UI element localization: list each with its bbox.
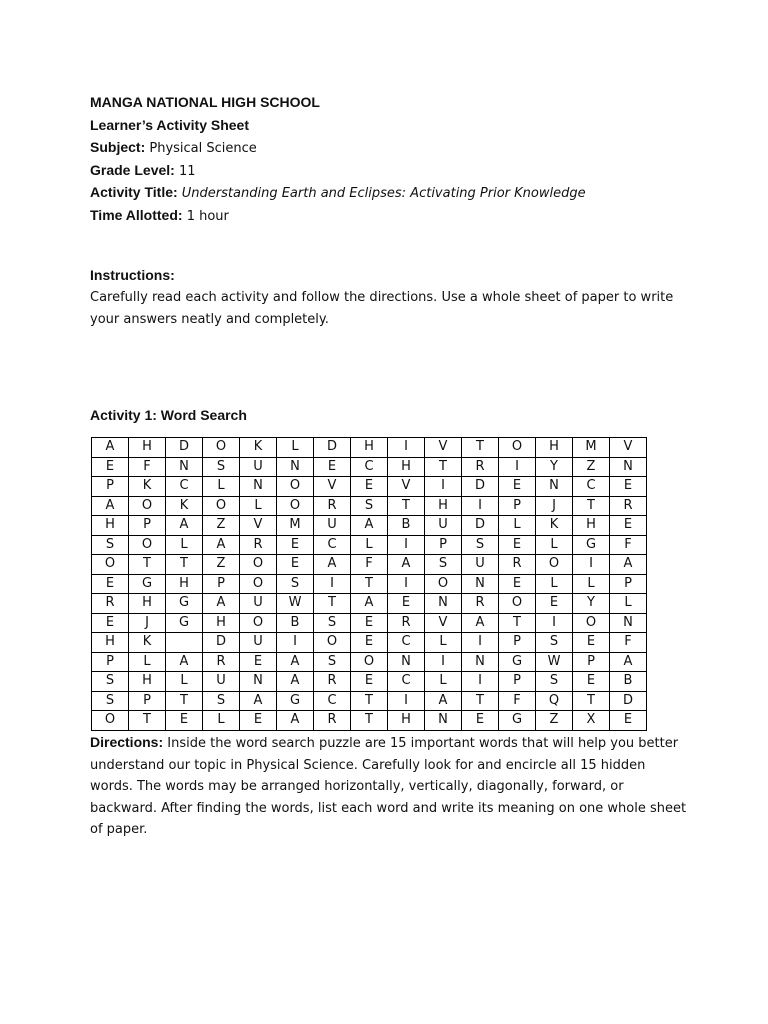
grid-cell: M	[573, 438, 610, 458]
grid-cell: F	[499, 691, 536, 711]
grid-cell: O	[92, 555, 129, 575]
activity-title-line	[90, 182, 586, 205]
grid-cell: L	[277, 438, 314, 458]
grid-cell: N	[425, 711, 462, 731]
grid-cell: U	[240, 633, 277, 653]
grid-cell: R	[203, 652, 240, 672]
grid-cell: T	[573, 496, 610, 516]
grid-cell: H	[388, 711, 425, 731]
grid-cell: E	[462, 711, 499, 731]
grid-cell: N	[277, 457, 314, 477]
grid-cell: C	[314, 691, 351, 711]
grid-cell: S	[92, 535, 129, 555]
grid-cell: S	[314, 613, 351, 633]
grid-cell: I	[388, 574, 425, 594]
grid-cell: Y	[573, 594, 610, 614]
grid-cell: O	[499, 594, 536, 614]
grid-cell: E	[92, 457, 129, 477]
grid-cell: O	[277, 477, 314, 497]
grid-cell: Z	[203, 516, 240, 536]
grid-cell: T	[314, 594, 351, 614]
grid-cell: E	[314, 457, 351, 477]
grid-cell: P	[499, 672, 536, 692]
grade-line	[90, 160, 586, 183]
grid-cell: L	[351, 535, 388, 555]
grid-cell: U	[240, 457, 277, 477]
grid-cell: Z	[536, 711, 573, 731]
instructions-title: Instructions:	[90, 267, 175, 283]
directions-text: Inside the word search puzzle are 15 important words that will help you better understand our topic in Physical Science. Carefully look for and encircle all 15 hidden words. The words may be arranged horizontally, vertically, diagonally, forward, or backward. After finding the words, list each word and write its meaning on one whole sheet of paper.	[90, 736, 687, 838]
grid-cell: A	[92, 438, 129, 458]
grid-cell: N	[166, 457, 203, 477]
grid-cell: G	[129, 574, 166, 594]
grid-cell: A	[277, 652, 314, 672]
grid-cell: T	[388, 496, 425, 516]
grid-cell: E	[573, 672, 610, 692]
grid-cell: O	[573, 613, 610, 633]
grid-cell: I	[425, 652, 462, 672]
grid-cell: P	[129, 516, 166, 536]
grid-cell: E	[277, 555, 314, 575]
grid-cell: T	[462, 438, 499, 458]
grid-cell: P	[499, 496, 536, 516]
grid-cell: E	[92, 613, 129, 633]
grid-cell: T	[166, 691, 203, 711]
grid-cell: N	[610, 457, 647, 477]
grid-cell: D	[610, 691, 647, 711]
grid-cell: M	[277, 516, 314, 536]
grid-cell: Q	[536, 691, 573, 711]
grid-row	[92, 711, 647, 731]
grid-cell: S	[425, 555, 462, 575]
grid-cell: I	[462, 672, 499, 692]
grid-cell: V	[425, 613, 462, 633]
grid-cell: A	[277, 711, 314, 731]
grid-cell: T	[425, 457, 462, 477]
grid-cell: N	[388, 652, 425, 672]
grid-cell: S	[351, 496, 388, 516]
grid-cell: T	[166, 555, 203, 575]
grid-cell: E	[499, 477, 536, 497]
grid-cell: H	[203, 613, 240, 633]
grid-cell: B	[388, 516, 425, 536]
grid-cell: B	[277, 613, 314, 633]
grid-cell: O	[351, 652, 388, 672]
grid-cell: N	[240, 477, 277, 497]
grid-cell: N	[462, 574, 499, 594]
grid-cell: P	[425, 535, 462, 555]
grid-cell: J	[536, 496, 573, 516]
grid-cell: L	[166, 672, 203, 692]
sheet-title: Learner’s Activity Sheet	[90, 116, 249, 133]
grid-cell: H	[573, 516, 610, 536]
grid-cell: E	[351, 477, 388, 497]
grid-cell: O	[277, 496, 314, 516]
grid-cell: C	[166, 477, 203, 497]
grid-row	[92, 555, 647, 575]
grid-cell: G	[277, 691, 314, 711]
grid-cell: I	[536, 613, 573, 633]
grid-cell: V	[425, 438, 462, 458]
grid-cell: P	[573, 652, 610, 672]
grid-cell: R	[314, 711, 351, 731]
grid-cell: I	[499, 457, 536, 477]
time-label: Time Allotted:	[90, 206, 183, 223]
grid-cell	[166, 633, 203, 653]
grid-cell: L	[573, 574, 610, 594]
grid-cell: H	[129, 438, 166, 458]
grid-cell: O	[240, 574, 277, 594]
grid-cell: T	[462, 691, 499, 711]
grid-cell: G	[499, 652, 536, 672]
grid-cell: T	[351, 691, 388, 711]
grid-cell: E	[240, 652, 277, 672]
grid-cell: A	[425, 691, 462, 711]
grid-cell: H	[92, 633, 129, 653]
grid-cell: P	[92, 652, 129, 672]
grid-cell: O	[314, 633, 351, 653]
grid-cell: G	[499, 711, 536, 731]
grid-cell: I	[388, 438, 425, 458]
grid-cell: I	[462, 633, 499, 653]
grid-cell: O	[203, 438, 240, 458]
grid-cell: S	[92, 691, 129, 711]
grid-cell: C	[388, 672, 425, 692]
grid-cell: R	[240, 535, 277, 555]
grid-cell: O	[536, 555, 573, 575]
grid-cell: I	[388, 691, 425, 711]
grid-cell: F	[351, 555, 388, 575]
grid-cell: K	[166, 496, 203, 516]
grid-cell: U	[425, 516, 462, 536]
grid-cell: Z	[203, 555, 240, 575]
grid-cell: T	[351, 574, 388, 594]
sheet-title-line	[90, 115, 586, 138]
grid-cell: S	[277, 574, 314, 594]
grid-cell: I	[462, 496, 499, 516]
grid-cell: N	[610, 613, 647, 633]
grid-row	[92, 535, 647, 555]
grid-cell: I	[573, 555, 610, 575]
grid-cell: P	[610, 574, 647, 594]
instructions-section	[90, 265, 690, 331]
grid-cell: V	[610, 438, 647, 458]
grid-cell: L	[240, 496, 277, 516]
grid-cell: A	[351, 516, 388, 536]
grid-cell: R	[462, 457, 499, 477]
grid-cell: E	[166, 711, 203, 731]
grid-cell: L	[166, 535, 203, 555]
grid-row	[92, 672, 647, 692]
grade-label: Grade Level:	[90, 161, 175, 178]
grid-cell: W	[277, 594, 314, 614]
grid-cell: C	[314, 535, 351, 555]
grid-cell: O	[129, 496, 166, 516]
grid-cell: A	[610, 652, 647, 672]
grid-cell: A	[240, 691, 277, 711]
grid-cell: C	[573, 477, 610, 497]
time-value: 1 hour	[186, 208, 229, 224]
grid-cell: P	[92, 477, 129, 497]
grid-cell: K	[129, 633, 166, 653]
grid-cell: E	[499, 535, 536, 555]
grid-cell: H	[425, 496, 462, 516]
grid-cell: E	[536, 594, 573, 614]
grid-cell: N	[425, 594, 462, 614]
grid-cell: E	[277, 535, 314, 555]
instructions-text: Carefully read each activity and follow the directions. Use a whole sheet of paper to write your answers neatly and completely.	[90, 290, 674, 327]
grid-cell: U	[203, 672, 240, 692]
grid-cell: O	[129, 535, 166, 555]
grid-row	[92, 574, 647, 594]
grid-cell: H	[536, 438, 573, 458]
grid-cell: R	[314, 496, 351, 516]
grid-row	[92, 691, 647, 711]
grid-cell: O	[92, 711, 129, 731]
grid-cell: A	[388, 555, 425, 575]
grid-row	[92, 594, 647, 614]
grid-cell: L	[425, 672, 462, 692]
grid-cell: A	[277, 672, 314, 692]
time-line	[90, 205, 586, 228]
grid-cell: A	[610, 555, 647, 575]
grid-cell: E	[388, 594, 425, 614]
grid-cell: K	[129, 477, 166, 497]
grid-cell: I	[314, 574, 351, 594]
grid-cell: T	[573, 691, 610, 711]
grid-cell: N	[536, 477, 573, 497]
school-name: MANGA NATIONAL HIGH SCHOOL	[90, 94, 320, 110]
grid-cell: S	[314, 652, 351, 672]
grid-cell: T	[351, 711, 388, 731]
grid-cell: E	[351, 672, 388, 692]
grid-cell: E	[351, 633, 388, 653]
grid-cell: O	[425, 574, 462, 594]
grid-cell: D	[203, 633, 240, 653]
grid-cell: F	[610, 633, 647, 653]
grid-cell: G	[166, 613, 203, 633]
grid-cell: L	[425, 633, 462, 653]
grid-cell: E	[92, 574, 129, 594]
subject-label: Subject:	[90, 139, 146, 156]
word-search-grid	[91, 437, 647, 731]
grid-cell: V	[240, 516, 277, 536]
grid-cell: A	[203, 594, 240, 614]
activity-1-title: Activity 1: Word Search	[90, 407, 247, 423]
activity-title-value: Understanding Earth and Eclipses: Activating Prior Knowledge	[181, 186, 586, 202]
grid-cell: L	[536, 535, 573, 555]
grid-cell: N	[462, 652, 499, 672]
grid-cell: S	[536, 672, 573, 692]
grid-cell: X	[573, 711, 610, 731]
grid-cell: E	[573, 633, 610, 653]
grid-cell: A	[166, 652, 203, 672]
grid-cell: S	[203, 457, 240, 477]
grid-cell: T	[129, 555, 166, 575]
grid-cell: G	[166, 594, 203, 614]
grid-cell: D	[314, 438, 351, 458]
subject-line	[90, 137, 586, 160]
grid-cell: E	[610, 516, 647, 536]
grid-row	[92, 438, 647, 458]
grid-cell: T	[129, 711, 166, 731]
grid-cell: U	[462, 555, 499, 575]
grid-cell: A	[351, 594, 388, 614]
grid-cell: A	[203, 535, 240, 555]
grid-cell: A	[92, 496, 129, 516]
grid-row	[92, 496, 647, 516]
grid-cell: I	[425, 477, 462, 497]
grid-cell: L	[203, 477, 240, 497]
grid-cell: Y	[536, 457, 573, 477]
activity-title-label: Activity Title:	[90, 184, 178, 201]
grid-cell: D	[462, 516, 499, 536]
grid-row	[92, 633, 647, 653]
grid-cell: U	[314, 516, 351, 536]
grid-cell: E	[240, 711, 277, 731]
grid-cell: S	[203, 691, 240, 711]
grid-cell: O	[203, 496, 240, 516]
grid-cell: R	[610, 496, 647, 516]
grid-row	[92, 516, 647, 536]
grid-cell: R	[462, 594, 499, 614]
grid-cell: O	[240, 555, 277, 575]
grid-row	[92, 477, 647, 497]
grade-value: 11	[178, 163, 196, 179]
grid-cell: R	[388, 613, 425, 633]
grid-cell: W	[536, 652, 573, 672]
grid-cell: F	[129, 457, 166, 477]
grid-cell: T	[499, 613, 536, 633]
grid-cell: G	[573, 535, 610, 555]
grid-cell: P	[129, 691, 166, 711]
grid-cell: C	[388, 633, 425, 653]
grid-cell: L	[129, 652, 166, 672]
grid-cell: C	[351, 457, 388, 477]
grid-cell: P	[203, 574, 240, 594]
grid-cell: D	[166, 438, 203, 458]
grid-cell: Z	[573, 457, 610, 477]
grid-row	[92, 457, 647, 477]
grid-cell: R	[314, 672, 351, 692]
grid-cell: O	[499, 438, 536, 458]
grid-cell: E	[610, 711, 647, 731]
grid-cell: S	[92, 672, 129, 692]
grid-cell: L	[536, 574, 573, 594]
grid-cell: E	[499, 574, 536, 594]
directions-label: Directions:	[90, 734, 164, 750]
grid-cell: E	[610, 477, 647, 497]
grid-row	[92, 613, 647, 633]
grid-cell: V	[388, 477, 425, 497]
grid-cell: H	[166, 574, 203, 594]
grid-cell: A	[166, 516, 203, 536]
grid-cell: N	[240, 672, 277, 692]
grid-cell: L	[610, 594, 647, 614]
grid-cell: L	[203, 711, 240, 731]
grid-cell: A	[314, 555, 351, 575]
grid-cell: P	[499, 633, 536, 653]
subject-value: Physical Science	[149, 141, 257, 157]
grid-cell: H	[92, 516, 129, 536]
directions-paragraph	[90, 732, 690, 841]
grid-cell: S	[536, 633, 573, 653]
grid-cell: H	[351, 438, 388, 458]
grid-cell: K	[536, 516, 573, 536]
grid-cell: H	[129, 594, 166, 614]
grid-cell: R	[499, 555, 536, 575]
grid-cell: K	[240, 438, 277, 458]
grid-cell: L	[499, 516, 536, 536]
grid-cell: I	[277, 633, 314, 653]
grid-cell: A	[462, 613, 499, 633]
grid-row	[92, 652, 647, 672]
grid-cell: V	[314, 477, 351, 497]
grid-cell: J	[129, 613, 166, 633]
grid-cell: H	[388, 457, 425, 477]
grid-cell: F	[610, 535, 647, 555]
grid-cell: D	[462, 477, 499, 497]
grid-cell: S	[462, 535, 499, 555]
grid-cell: I	[388, 535, 425, 555]
grid-cell: B	[610, 672, 647, 692]
document-header	[90, 92, 586, 228]
grid-cell: R	[92, 594, 129, 614]
grid-cell: E	[351, 613, 388, 633]
school-line	[90, 92, 586, 115]
grid-cell: H	[129, 672, 166, 692]
grid-cell: U	[240, 594, 277, 614]
grid-cell: O	[240, 613, 277, 633]
